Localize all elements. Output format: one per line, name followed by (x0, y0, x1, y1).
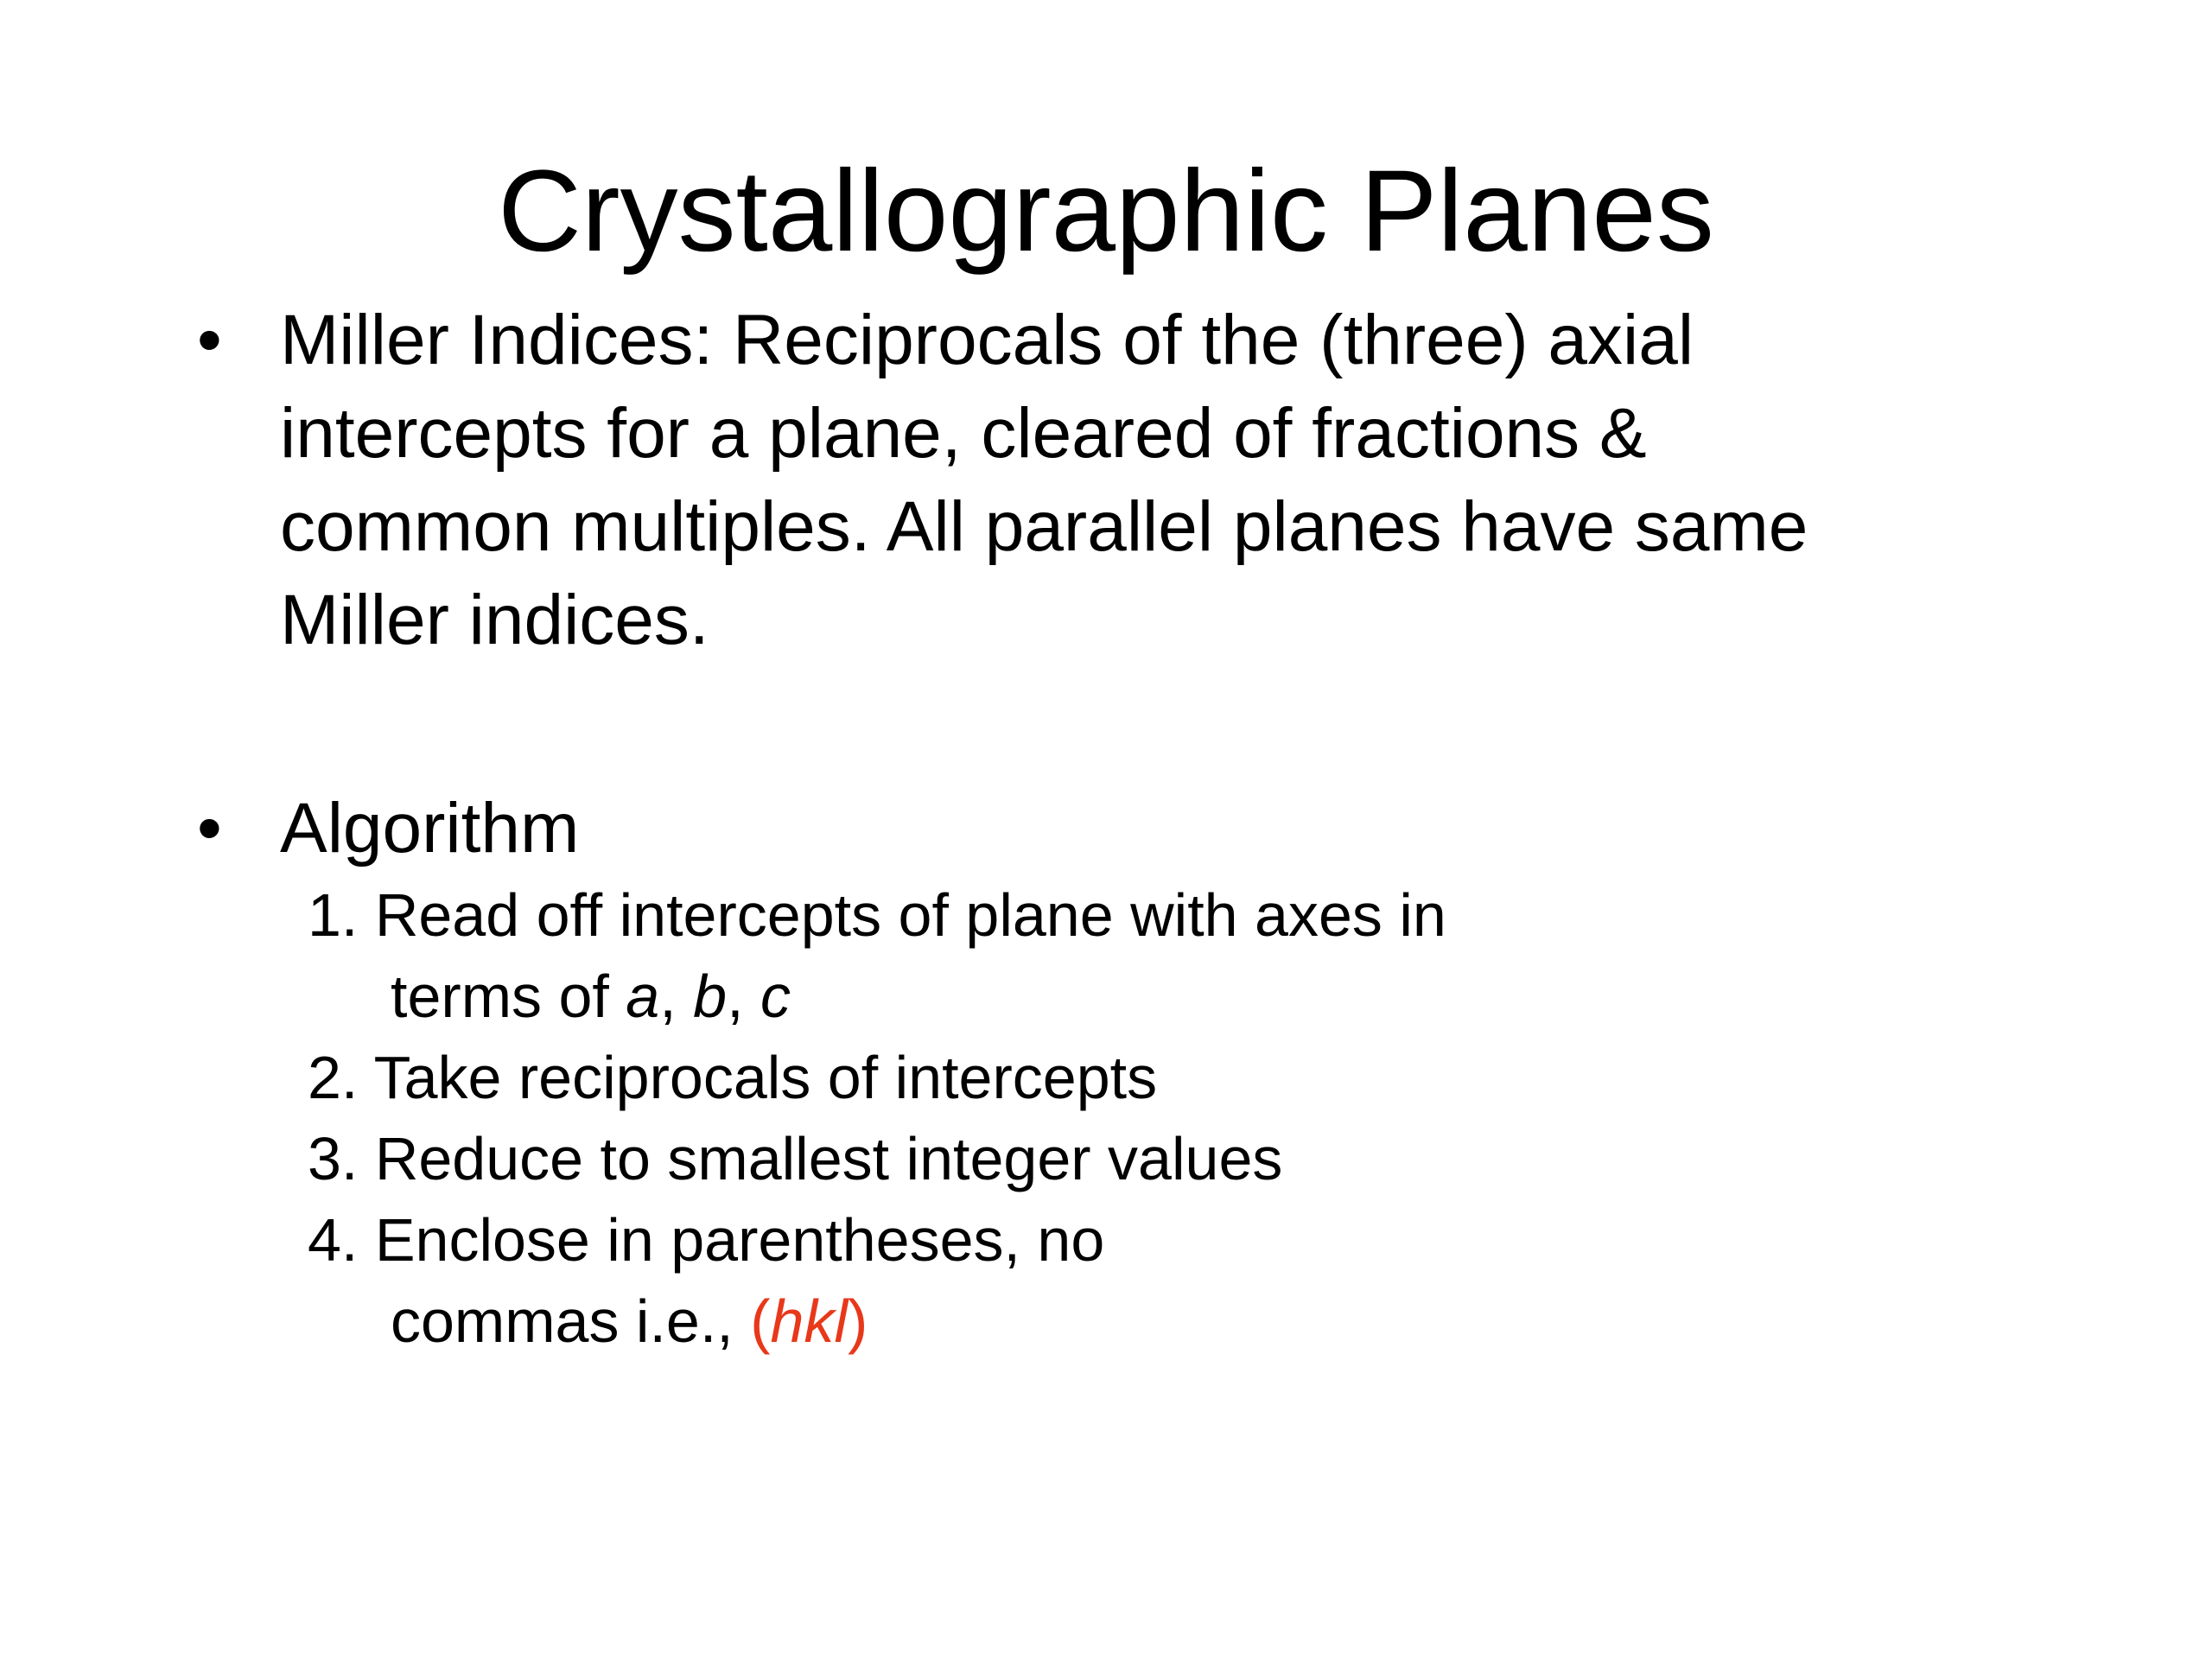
miller-line-3: common multiples. All parallel planes have same (280, 487, 1808, 566)
comma: , (659, 963, 694, 1030)
miller-definition (280, 294, 1808, 667)
bullet-dot: • (197, 789, 222, 868)
paren-close: ) (848, 1287, 868, 1355)
paren-open: ( (750, 1287, 771, 1355)
step-4-line-2 (308, 1281, 2122, 1362)
hkl-text: hkl (770, 1287, 849, 1355)
bullet-algorithm (197, 782, 2124, 875)
miller-line-4: Miller indices. (280, 581, 709, 659)
var-c: c (760, 963, 791, 1030)
var-b: b (693, 963, 728, 1030)
hkl-notation (750, 1287, 868, 1355)
step-3: 3. Reduce to smallest integer values (308, 1125, 1283, 1192)
algorithm-label: Algorithm (280, 789, 580, 868)
step-4-line-1: 4. Enclose in parentheses, no (308, 1206, 1105, 1274)
miller-line-1: Miller Indices: Reciprocals of the (three) axial (280, 301, 1694, 379)
step-2: 2. Take reciprocals of intercepts (308, 1044, 1158, 1111)
algorithm-steps (308, 874, 2122, 1362)
step-1-prefix: terms of (391, 963, 626, 1030)
comma: , (727, 963, 760, 1030)
algorithm-heading (280, 782, 579, 875)
step-1-line-2 (308, 956, 2122, 1037)
slide-title: Crystallographic Planes (498, 147, 1714, 276)
step-1-line-1: 1. Read off intercepts of plane with axes in (308, 881, 1446, 949)
step-4-prefix: commas i.e., (391, 1287, 751, 1355)
bullet-miller-indices (197, 294, 2124, 667)
var-a: a (626, 963, 660, 1030)
bullet-dot: • (197, 301, 222, 379)
miller-line-2: intercepts for a plane, cleared of fractions & (280, 394, 1647, 473)
